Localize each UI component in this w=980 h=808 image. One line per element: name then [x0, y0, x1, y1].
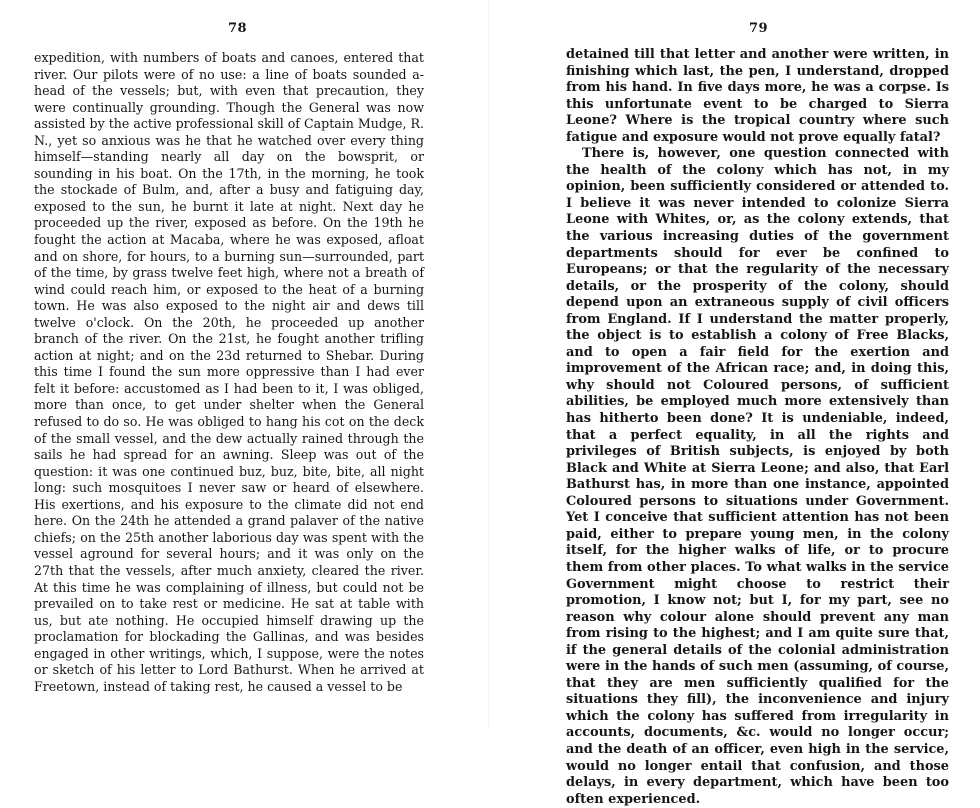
right-page: [490, 0, 980, 807]
page-number-right: 79: [749, 21, 769, 36]
right-paragraph-2: There is, however, one question connected with the health of the colony which has not, in my opinion, been sufficiently considered or attended to. I believe it was never intended to colonize Sierra Leone with Whites, or, as the colony extends, that the various increasing duties of the government departments should for ever be confined to Europeans; or that the regularity of the necessary details, or the prosperity of the colony, should depend upon an extraneous supply of civil officers from England. If I understand the matter properly, the object is to establish a colony of Free Blacks, and to open a fair field for the exertion and improvement of the African race; and, in doing this, why should not Coloured persons, of sufficient abilities, be employed much more extensively than has hitherto been done? It is undeniable, indeed, that a perfect equality, in all the rights and privileges of British subjects, is enjoyed by both Black and White at Sierra Leone; and also, that Earl Bathurst has, in more than one instance, appointed Coloured persons to situations under Government. Yet I conceive that sufficient attention has not been paid, either to prepare young men, in the colony itself, for the higher walks of life, or to procure them from other places. To what walks in the service Government might choose to restrict their promotion, I know not; but I, for my part, see no reason why colour alone should prevent any man from rising to the highest; and I am quite sure that, if the general details of the colonial administration were in the hands of such men (assuming, of course, that they are men sufficiently qualified for the situations they fill), the inconvenience and injury which the colony has suffered from irregularity in accounts, documents, &c. would no longer occur; and the death of an officer, even high in the service, would no longer entail that confusion, and those delays, in every department, which have been too often experienced.: [566, 146, 949, 807]
left-page-text: [34, 50, 424, 695]
left-paragraph-1: expedition, with numbers of boats and canoes, entered that river. Our pilots were of no use: a line of boats sounded a-head of the vessels; but, with even that precaution, they were continually grounding. Though the General was now assisted by the active professional skill of Captain Mudge, R. N., yet so anxious was he that he watched over every thing himself—standing nearly all day on the bowsprit, or sounding in his boat. On the 17th, in the morning, he took the stockade of Bulm, and, after a busy and fatiguing day, exposed to the sun, he burnt it late at night. Next day he proceeded up the river, exposed as before. On the 19th he fought the action at Macaba, where he was exposed, afloat and on shore, for hours, to a burning sun—surrounded, part of the time, by grass twelve feet high, where not a breath of wind could reach him, or exposed to the heat of a burning town. He was also exposed to the night air and dews till twelve o'clock. On the 20th, he proceeded up another branch of the river. On the 21st, he fought another trifling action at night; and on the 23d returned to Shebar. During this time I found the sun more oppressive than I had ever felt it before: accustomed as I had been to it, I was obliged, more than once, to get under shelter when the General refused to do so. He was obliged to hang his cot on the deck of the small vessel, and the dew actually rained through the sails he had spread for an awning. Sleep was out of the question: it was one continued buz, buz, bite, bite, all night long: such mosquitoes I never saw or heard of elsewhere. His exertions, and his exposure to the climate did not end here. On the 24th he attended a grand palaver of the native chiefs; on the 25th another laborious day was spent with the vessel aground for several hours; and it was only on the 27th that the vessels, after much anxiety, cleared the river. At this time he was complaining of illness, but could not be prevailed on to take rest or medicine. He sat at table with us, but ate nothing. He occupied himself drawing up the proclamation for blockading the Gallinas, and was besides engaged in other writings, which, I suppose, were the notes or sketch of his letter to Lord Bathurst. When he arrived at Freetown, instead of taking rest, he caused a vessel to be: [34, 50, 424, 694]
right-paragraph-1: detained till that letter and another were written, in finishing which last, the pen, I understand, dropped from his hand. In five days more, he was a corpse. Is this unfortunate event to be charged to Sierra Leone? Where is the tropical country where such fatigue and exposure would not prove equally fatal?: [566, 47, 949, 145]
left-page: [0, 0, 490, 730]
right-page-text: [566, 47, 949, 808]
page-number-left: 78: [228, 21, 248, 36]
